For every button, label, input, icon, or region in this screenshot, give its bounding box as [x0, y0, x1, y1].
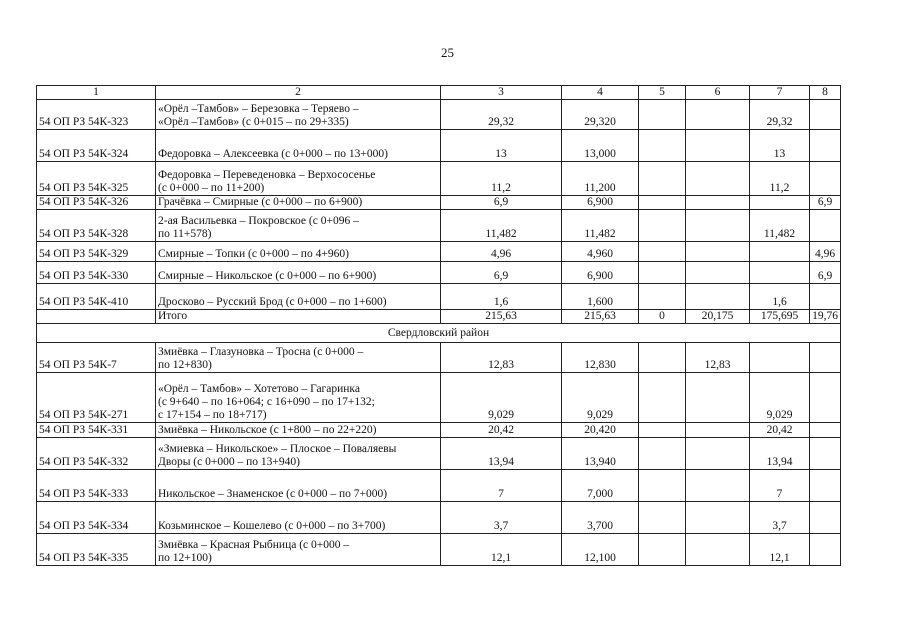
total-cell: 175,695 [750, 310, 810, 324]
road-code-cell: 54 ОП РЗ 54К-331 [37, 423, 156, 438]
road-name-cell [156, 130, 441, 162]
road-name-cell [156, 470, 441, 502]
road-name-cell [156, 262, 441, 284]
road-name-line: Никольское – Знаменское (с 0+000 – по 7+000) [158, 488, 388, 500]
section-row [37, 324, 841, 343]
total-cell: 215,63 [562, 310, 639, 324]
group2-body [37, 343, 841, 566]
road-code-cell: 54 ОП РЗ 54К-330 [37, 262, 156, 284]
road-code-cell: 54 ОП РЗ 54К-334 [37, 502, 156, 534]
road-name-line: Федоровка – Алексеевка (с 0+000 – по 13+000) [158, 148, 388, 160]
value-cell-c6 [686, 502, 750, 534]
column-header: 5 [639, 86, 686, 100]
road-name-line: 2-ая Васильевка – Покровское (с 0+096 – [158, 215, 359, 227]
road-name-cell [156, 100, 441, 130]
road-name-cell [156, 438, 441, 470]
value-cell-c4: 6,900 [562, 262, 639, 284]
column-header: 4 [562, 86, 639, 100]
road-name-line: Змиёвка – Глазуновка – Тросна (с 0+000 – [158, 346, 364, 358]
value-cell-c7: 7 [750, 470, 810, 502]
column-header: 8 [810, 86, 841, 100]
value-cell-c7: 9,029 [750, 373, 810, 423]
total-cell: 215,63 [441, 310, 562, 324]
value-cell-c5 [639, 470, 686, 502]
value-cell-c6 [686, 130, 750, 162]
column-header: 1 [37, 86, 156, 100]
value-cell-c8 [810, 438, 841, 470]
value-cell-c6 [686, 100, 750, 130]
value-cell-c6 [686, 210, 750, 242]
roads-table [36, 85, 841, 566]
road-name-cell [156, 284, 441, 310]
value-cell-c4: 11,482 [562, 210, 639, 242]
value-cell-c5 [639, 100, 686, 130]
value-cell-c3: 12,83 [441, 343, 562, 373]
value-cell-c6 [686, 373, 750, 423]
value-cell-c3: 9,029 [441, 373, 562, 423]
road-name-line: Змиёвка – Красная Рыбница (с 0+000 – [158, 539, 350, 551]
road-name-line: Смирные – Топки (с 0+000 – по 4+960) [158, 248, 349, 260]
value-cell-c4: 9,029 [562, 373, 639, 423]
value-cell-c3: 12,1 [441, 534, 562, 566]
road-name-cell [156, 242, 441, 262]
value-cell-c5 [639, 130, 686, 162]
value-cell-c3: 7 [441, 470, 562, 502]
total-row [37, 310, 841, 324]
value-cell-c6 [686, 470, 750, 502]
value-cell-c8 [810, 534, 841, 566]
value-cell-c4: 13,000 [562, 130, 639, 162]
group1-body [37, 100, 841, 310]
table-row [37, 502, 841, 534]
value-cell-c8 [810, 502, 841, 534]
value-cell-c5 [639, 210, 686, 242]
value-cell-c6 [686, 162, 750, 196]
road-name-line: по 12+830) [158, 359, 212, 371]
road-name-line: Дворы (с 0+000 – по 13+940) [158, 456, 300, 468]
table-row [37, 373, 841, 423]
value-cell-c5 [639, 373, 686, 423]
value-cell-c6 [686, 262, 750, 284]
road-name-line: Грачёвка – Смирные (с 0+000 – по 6+900) [158, 196, 363, 208]
value-cell-c3: 4,96 [441, 242, 562, 262]
value-cell-c4: 7,000 [562, 470, 639, 502]
page-number: 25 [441, 45, 454, 60]
value-cell-c8 [810, 162, 841, 196]
total-cell: 20,175 [686, 310, 750, 324]
value-cell-c8 [810, 284, 841, 310]
table-row [37, 438, 841, 470]
road-name-cell [156, 162, 441, 196]
value-cell-c6 [686, 196, 750, 210]
road-name-cell [156, 343, 441, 373]
value-cell-c4: 1,600 [562, 284, 639, 310]
value-cell-c3: 3,7 [441, 502, 562, 534]
value-cell-c4: 4,960 [562, 242, 639, 262]
road-name-line: с 17+154 – по 18+717) [158, 409, 267, 421]
value-cell-c8 [810, 373, 841, 423]
value-cell-c7: 11,482 [750, 210, 810, 242]
road-name-line: Козьминское – Кошелево (с 0+000 – по 3+700) [158, 520, 386, 532]
road-code-cell: 54 ОП РЗ 54К-271 [37, 373, 156, 423]
value-cell-c6 [686, 284, 750, 310]
value-cell-c8: 6,9 [810, 262, 841, 284]
value-cell-c7: 12,1 [750, 534, 810, 566]
table-row [37, 284, 841, 310]
value-cell-c3: 29,32 [441, 100, 562, 130]
value-cell-c7 [750, 343, 810, 373]
value-cell-c8 [810, 100, 841, 130]
value-cell-c5 [639, 438, 686, 470]
road-name-line: «Орёл – Тамбов» – Хотетово – Гагаринка [158, 383, 360, 395]
value-cell-c7: 29,32 [750, 100, 810, 130]
value-cell-c3: 11,482 [441, 210, 562, 242]
value-cell-c7 [750, 196, 810, 210]
road-code-cell: 54 ОП РЗ 54К-335 [37, 534, 156, 566]
value-cell-c3: 20,42 [441, 423, 562, 438]
value-cell-c4: 11,200 [562, 162, 639, 196]
road-name-line: (с 9+640 – по 16+064; с 16+090 – по 17+132; [158, 396, 375, 408]
column-number-row [37, 86, 841, 100]
table-row [37, 534, 841, 566]
value-cell-c8 [810, 210, 841, 242]
road-code-cell: 54 ОП РЗ 54К-328 [37, 210, 156, 242]
value-cell-c7 [750, 242, 810, 262]
value-cell-c3: 13 [441, 130, 562, 162]
value-cell-c7: 1,6 [750, 284, 810, 310]
road-name-cell [156, 373, 441, 423]
column-header: 2 [156, 86, 441, 100]
value-cell-c3: 13,94 [441, 438, 562, 470]
table-row [37, 423, 841, 438]
value-cell-c4: 6,900 [562, 196, 639, 210]
road-code-cell: 54 ОП РЗ 54К-332 [37, 438, 156, 470]
table-row [37, 162, 841, 196]
road-name-line: Федоровка – Переведеновка – Верхососенье [158, 169, 376, 181]
road-name-cell [156, 423, 441, 438]
value-cell-c6 [686, 438, 750, 470]
road-name-line: «Змиевка – Никольское» – Плоское – Поваляевы [158, 443, 397, 455]
table-row [37, 262, 841, 284]
total-code-cell [37, 310, 156, 324]
road-code-cell: 54 ОП РЗ 54К-323 [37, 100, 156, 130]
road-code-cell: 54 ОП РЗ 54К-410 [37, 284, 156, 310]
section-title: Свердловский район [37, 324, 841, 343]
table-row [37, 100, 841, 130]
column-header: 7 [750, 86, 810, 100]
value-cell-c8: 4,96 [810, 242, 841, 262]
road-code-cell: 54 ОП РЗ 54К-333 [37, 470, 156, 502]
value-cell-c7: 3,7 [750, 502, 810, 534]
column-header: 3 [441, 86, 562, 100]
table-row [37, 242, 841, 262]
column-header: 6 [686, 86, 750, 100]
value-cell-c5 [639, 343, 686, 373]
value-cell-c8 [810, 470, 841, 502]
road-name-line: «Орёл –Тамбов» (с 0+015 – по 29+335) [158, 116, 349, 128]
road-name-line: Змиёвка – Никольское (с 1+800 – по 22+220) [158, 424, 377, 436]
value-cell-c8 [810, 130, 841, 162]
road-code-cell: 54 ОП РЗ 54К-329 [37, 242, 156, 262]
value-cell-c3: 6,9 [441, 196, 562, 210]
road-name-line: Дросково – Русский Брод (с 0+000 – по 1+600) [158, 296, 387, 308]
table-row [37, 343, 841, 373]
total-cell: 0 [639, 310, 686, 324]
value-cell-c6: 12,83 [686, 343, 750, 373]
table-row [37, 130, 841, 162]
total-label: Итого [156, 310, 441, 324]
road-name-line: по 12+100) [158, 552, 212, 564]
road-name-line: «Орёл –Тамбов» – Березовка – Теряево – [158, 103, 359, 115]
road-name-cell [156, 196, 441, 210]
value-cell-c7: 13,94 [750, 438, 810, 470]
value-cell-c6 [686, 534, 750, 566]
value-cell-c7: 11,2 [750, 162, 810, 196]
road-name-line: по 11+578) [158, 228, 212, 240]
value-cell-c5 [639, 262, 686, 284]
value-cell-c5 [639, 284, 686, 310]
value-cell-c8 [810, 423, 841, 438]
table-row [37, 210, 841, 242]
value-cell-c3: 6,9 [441, 262, 562, 284]
road-code-cell: 54 ОП РЗ 54К-326 [37, 196, 156, 210]
road-name-line: (с 0+000 – по 11+200) [158, 182, 265, 194]
value-cell-c4: 3,700 [562, 502, 639, 534]
value-cell-c3: 11,2 [441, 162, 562, 196]
value-cell-c3: 1,6 [441, 284, 562, 310]
value-cell-c5 [639, 423, 686, 438]
road-name-cell [156, 534, 441, 566]
road-name-cell [156, 502, 441, 534]
value-cell-c4: 20,420 [562, 423, 639, 438]
road-code-cell: 54 ОП РЗ 54К-7 [37, 343, 156, 373]
road-name-line: Смирные – Никольское (с 0+000 – по 6+900) [158, 270, 377, 282]
value-cell-c8: 6,9 [810, 196, 841, 210]
value-cell-c8 [810, 343, 841, 373]
value-cell-c5 [639, 534, 686, 566]
table-row [37, 196, 841, 210]
value-cell-c7: 20,42 [750, 423, 810, 438]
road-code-cell: 54 ОП РЗ 54К-324 [37, 130, 156, 162]
value-cell-c4: 13,940 [562, 438, 639, 470]
value-cell-c4: 12,100 [562, 534, 639, 566]
total-cell: 19,76 [810, 310, 841, 324]
value-cell-c5 [639, 242, 686, 262]
value-cell-c5 [639, 162, 686, 196]
value-cell-c5 [639, 502, 686, 534]
road-name-cell [156, 210, 441, 242]
table-row [37, 470, 841, 502]
value-cell-c4: 12,830 [562, 343, 639, 373]
road-code-cell: 54 ОП РЗ 54К-325 [37, 162, 156, 196]
value-cell-c7: 13 [750, 130, 810, 162]
value-cell-c7 [750, 262, 810, 284]
value-cell-c5 [639, 196, 686, 210]
value-cell-c4: 29,320 [562, 100, 639, 130]
value-cell-c6 [686, 242, 750, 262]
value-cell-c6 [686, 423, 750, 438]
